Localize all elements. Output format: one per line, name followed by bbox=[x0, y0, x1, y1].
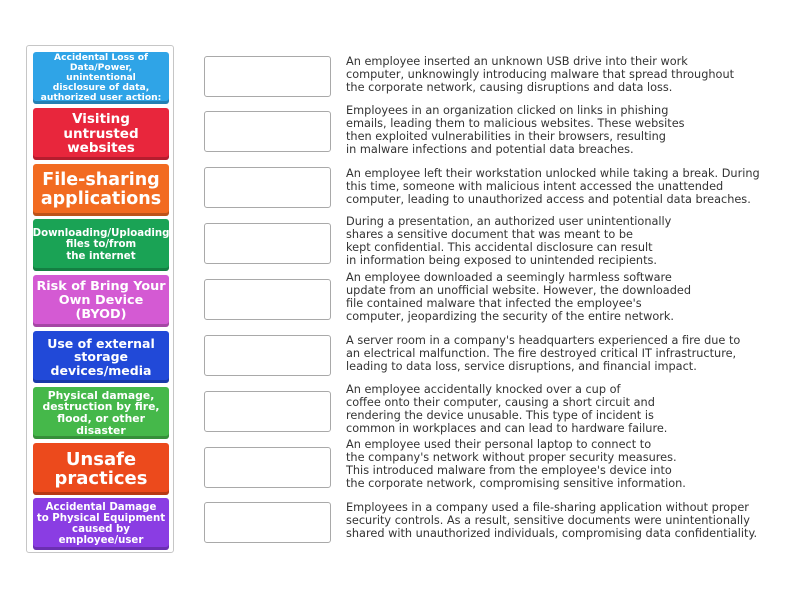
scenario-text-line: file contained malware that infected the employee's bbox=[346, 297, 642, 311]
scenario-byod-laptop bbox=[346, 438, 771, 490]
draggable-tile[interactable] bbox=[33, 443, 169, 495]
scenario-text-line: this time, someone with malicious intent accessed the unattended bbox=[346, 180, 724, 194]
drop-zone-1[interactable] bbox=[204, 56, 331, 97]
tile-label-line: disclosure of data, bbox=[52, 81, 150, 93]
drop-zone-6[interactable] bbox=[204, 335, 331, 376]
scenario-text-line: computer, jeopardizing the security of the entire network. bbox=[346, 310, 675, 324]
scenario-text-line: emails, leading them to malicious websites. These websites bbox=[346, 117, 685, 131]
scenario-accidental-disclosure bbox=[346, 215, 771, 267]
scenario-text-line: leading to data loss, service disruptions, and financial impact. bbox=[346, 360, 697, 374]
scenario-text-line: An employee downloaded a seemingly harmless software bbox=[346, 271, 672, 284]
scenario-text-line: common in workplaces and can lead to hardware failure. bbox=[346, 422, 668, 436]
drop-zone-7[interactable] bbox=[204, 391, 331, 432]
draggable-tile[interactable] bbox=[33, 164, 169, 216]
scenario-coffee-spill bbox=[346, 383, 771, 435]
scenario-text-line: the corporate network, compromising sensitive information. bbox=[346, 477, 686, 491]
tile-label-line: Accidental Loss of bbox=[53, 52, 149, 64]
tile-label-line: Accidental Damage bbox=[45, 501, 157, 513]
scenario-text-line: coffee onto their computer, causing a short circuit and bbox=[346, 396, 655, 410]
drop-zone-8[interactable] bbox=[204, 447, 331, 488]
drop-zone-4[interactable] bbox=[204, 223, 331, 264]
scenario-text-line: computer, leading to unauthorized access and potential data breaches. bbox=[346, 193, 751, 207]
scenario-text-line: computer, unknowingly introducing malware that spread throughout bbox=[346, 68, 735, 82]
scenario-text-line: Employees in a company used a file-sharing application without proper bbox=[346, 501, 749, 514]
scenario-text-line: A server room in a company's headquarters experienced a fire due to bbox=[346, 334, 741, 347]
tile-label-line: caused by employee/user bbox=[58, 524, 144, 547]
draggable-tile[interactable] bbox=[33, 52, 169, 104]
tile-label-line: authorized user action: bbox=[40, 91, 162, 103]
drop-zone-9[interactable] bbox=[204, 502, 331, 543]
tile-label-line: Physical damage, bbox=[47, 388, 155, 402]
scenario-text-line: Employees in an organization clicked on links in phishing bbox=[346, 104, 669, 117]
scenario-text-line: shares a sensitive document that was meant to be bbox=[346, 228, 633, 242]
draggable-tile[interactable] bbox=[33, 275, 169, 327]
tile-label-line: Data/Power, unintentional bbox=[66, 62, 136, 84]
draggable-tile[interactable] bbox=[33, 219, 169, 271]
scenario-text-line: an electrical malfunction. The fire destroyed critical IT infrastructure, bbox=[346, 347, 737, 361]
tile-label-line: applications bbox=[40, 189, 162, 209]
tile-label-line: the internet bbox=[66, 250, 136, 262]
scenario-text-line: An employee used their personal laptop to connect to bbox=[346, 438, 652, 451]
scenario-text-line: An employee inserted an unknown USB drive into their work bbox=[346, 55, 688, 68]
scenario-text-line: This introduced malware from the employee's device into bbox=[346, 464, 672, 478]
tile-label-line: websites bbox=[67, 140, 135, 157]
scenario-text-line: During a presentation, an authorized user unintentionally bbox=[346, 215, 672, 228]
scenario-text-line: update from an unofficial website. However, the downloaded bbox=[346, 284, 691, 298]
scenario-server-fire bbox=[346, 334, 771, 373]
scenario-unlocked-workstation bbox=[346, 167, 771, 206]
scenario-text-line: the company's network without proper security measures. bbox=[346, 451, 677, 465]
scenario-text-line: An employee accidentally knocked over a cup of bbox=[346, 383, 621, 396]
tile-label-line: to Physical Equipment bbox=[36, 512, 166, 524]
scenario-text-line: the corporate network, causing disruptions and data loss. bbox=[346, 81, 673, 95]
scenario-text-line: in malware infections and potential data breaches. bbox=[346, 143, 634, 157]
draggable-tile[interactable] bbox=[33, 108, 169, 160]
scenario-unofficial-download bbox=[346, 271, 771, 323]
draggable-tile[interactable] bbox=[33, 331, 169, 383]
scenario-text-line: then exploited vulnerabilities in their browsers, resulting bbox=[346, 130, 666, 144]
scenario-text-line: security controls. As a result, sensitive documents were unintentionally bbox=[346, 514, 750, 528]
tile-label-line: practices bbox=[54, 468, 148, 489]
tile-label-line: Visiting untrusted bbox=[63, 111, 139, 142]
tile-label-line: storage bbox=[73, 349, 128, 365]
scenario-text-line: kept confidential. This accidental disclosure can result bbox=[346, 241, 653, 255]
tile-label-line: destruction by fire, bbox=[42, 400, 160, 414]
drop-zone-2[interactable] bbox=[204, 111, 331, 152]
tile-label-line: Use of external bbox=[47, 335, 155, 351]
draggable-tile[interactable] bbox=[33, 387, 169, 439]
tile-label-line: devices/media bbox=[50, 362, 152, 378]
tile-label-line: flood, or other disaster bbox=[57, 412, 145, 437]
drop-zone-5[interactable] bbox=[204, 279, 331, 320]
scenario-phishing bbox=[346, 104, 771, 156]
scenario-text-line: rendering the device unusable. This type of incident is bbox=[346, 409, 654, 423]
tile-label-line: Unsafe bbox=[65, 448, 137, 470]
scenario-file-sharing bbox=[346, 501, 771, 540]
tile-label-line: Risk of Bring Your bbox=[36, 279, 166, 295]
tile-label-line: Own Device (BYOD) bbox=[58, 293, 144, 322]
tile-label-line: files to/from bbox=[65, 239, 137, 251]
tile-label-line: Downloading/Uploading bbox=[32, 228, 170, 240]
tile-label-line: File-sharing bbox=[42, 170, 160, 191]
scenario-usb-malware bbox=[346, 55, 771, 94]
draggable-tile[interactable] bbox=[33, 498, 169, 550]
scenario-text-line: shared with unauthorized individuals, compromising data confidentiality. bbox=[346, 527, 758, 541]
drop-zone-3[interactable] bbox=[204, 167, 331, 208]
scenario-text-line: in information being exposed to unintended recipients. bbox=[346, 254, 657, 268]
scenario-text-line: An employee left their workstation unlocked while taking a break. During bbox=[346, 167, 760, 180]
